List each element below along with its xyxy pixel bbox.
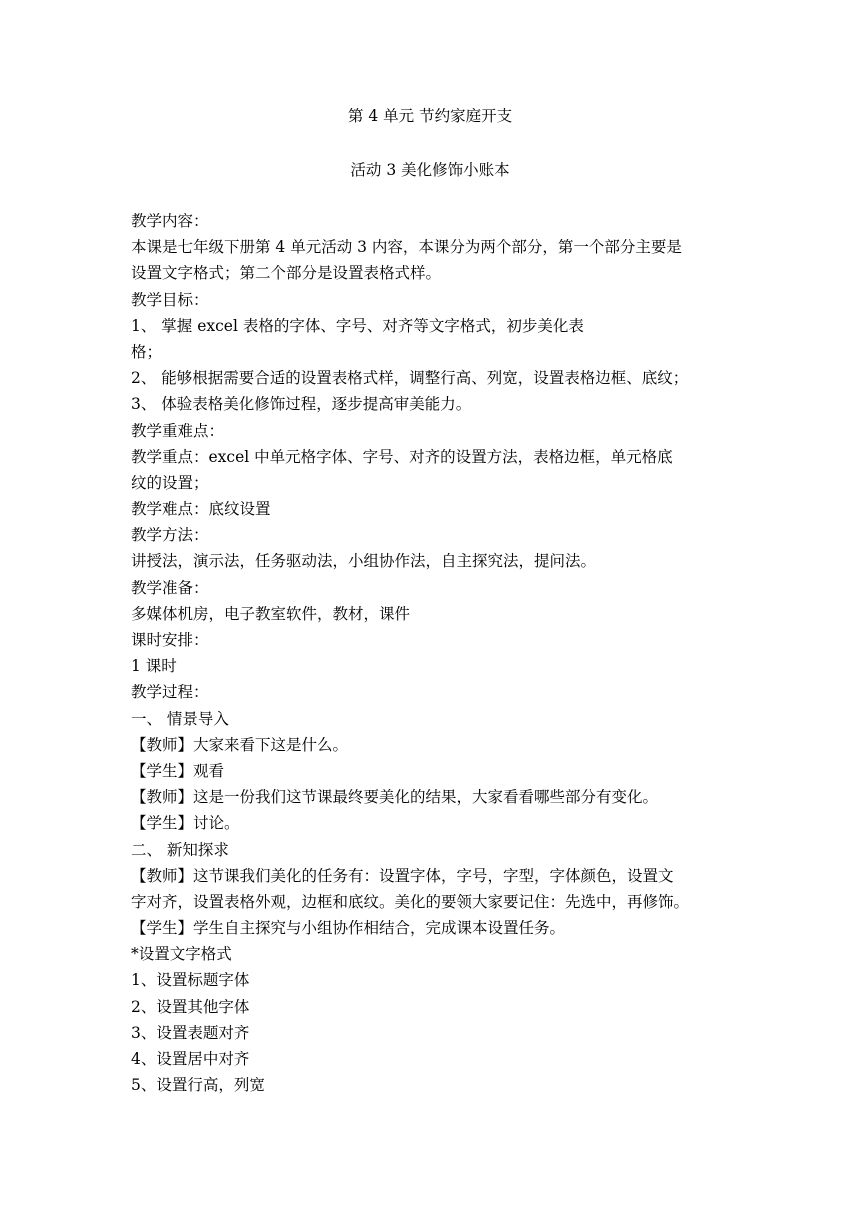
dialogue-line: 字对齐，设置表格外观，边框和底纹。美化的要领大家要记住：先选中，再修饰。	[131, 892, 690, 911]
task-item: 5、设置行高，列宽	[131, 1076, 265, 1095]
paragraph-line: 1 课时	[131, 657, 177, 676]
document-body	[131, 208, 731, 1098]
dialogue-line: 【学生】学生自主探究与小组协作相结合，完成课本设置任务。	[131, 919, 566, 938]
dialogue-line: 【教师】大家来看下这是什么。	[131, 735, 349, 754]
paragraph-line: 本课是七年级下册第 4 单元活动 3 内容，本课分为两个部分，第一个部分主要是	[131, 238, 682, 257]
list-item-continuation: 格；	[131, 342, 163, 361]
section-heading-preparation: 教学准备：	[131, 578, 209, 597]
dialogue-line: 【学生】观看	[131, 761, 225, 780]
paragraph-line: 纹的设置；	[131, 473, 209, 492]
document-subtitle: 活动 3 美化修饰小账本	[350, 161, 510, 179]
task-heading: *设置文字格式	[131, 945, 232, 964]
section-heading-goals: 教学目标：	[131, 290, 209, 309]
section-heading-schedule: 课时安排：	[131, 631, 209, 649]
paragraph-line: 教学难点：底纹设置	[131, 500, 271, 519]
dialogue-line: 【教师】这节课我们美化的任务有：设置字体，字号，字型，字体颜色，设置文	[131, 866, 674, 885]
paragraph-line: 讲授法，演示法，任务驱动法，小组协作法，自主探究法，提问法。	[131, 552, 597, 571]
task-item: 2、设置其他字体	[131, 997, 250, 1016]
list-item: 2、 能够根据需要合适的设置表格式样，调整行高、列宽，设置表格边框、底纹；	[131, 369, 689, 388]
section-heading-content: 教学内容：	[131, 212, 209, 230]
document-title: 第 4 单元 节约家庭开支	[347, 107, 513, 125]
paragraph-line: 多媒体机房，电子教室软件，教材，课件	[131, 604, 411, 623]
list-item: 1、 掌握 excel 表格的字体、字号、对齐等文字格式，初步美化表	[131, 316, 584, 335]
section-heading-key-points: 教学重难点：	[131, 421, 225, 440]
subsection-heading: 一、 情景导入	[131, 709, 229, 728]
section-heading-process: 教学过程：	[131, 683, 209, 702]
dialogue-line: 【学生】讨论。	[131, 814, 240, 833]
subsection-heading: 二、 新知探求	[131, 840, 229, 859]
paragraph-line: 教学重点：excel 中单元格字体、字号、对齐的设置方法，表格边框，单元格底	[131, 447, 673, 466]
task-item: 4、设置居中对齐	[131, 1050, 250, 1068]
section-heading-methods: 教学方法：	[131, 526, 209, 545]
task-item: 1、设置标题字体	[131, 971, 250, 990]
list-item: 3、 体验表格美化修饰过程，逐步提高审美能力。	[131, 395, 472, 414]
paragraph-line: 设置文字格式；第二个部分是设置表格式样。	[131, 264, 442, 283]
task-item: 3、设置表题对齐	[131, 1023, 250, 1042]
dialogue-line: 【教师】这是一份我们这节课最终要美化的结果，大家看看哪些部分有变化。	[131, 788, 659, 807]
